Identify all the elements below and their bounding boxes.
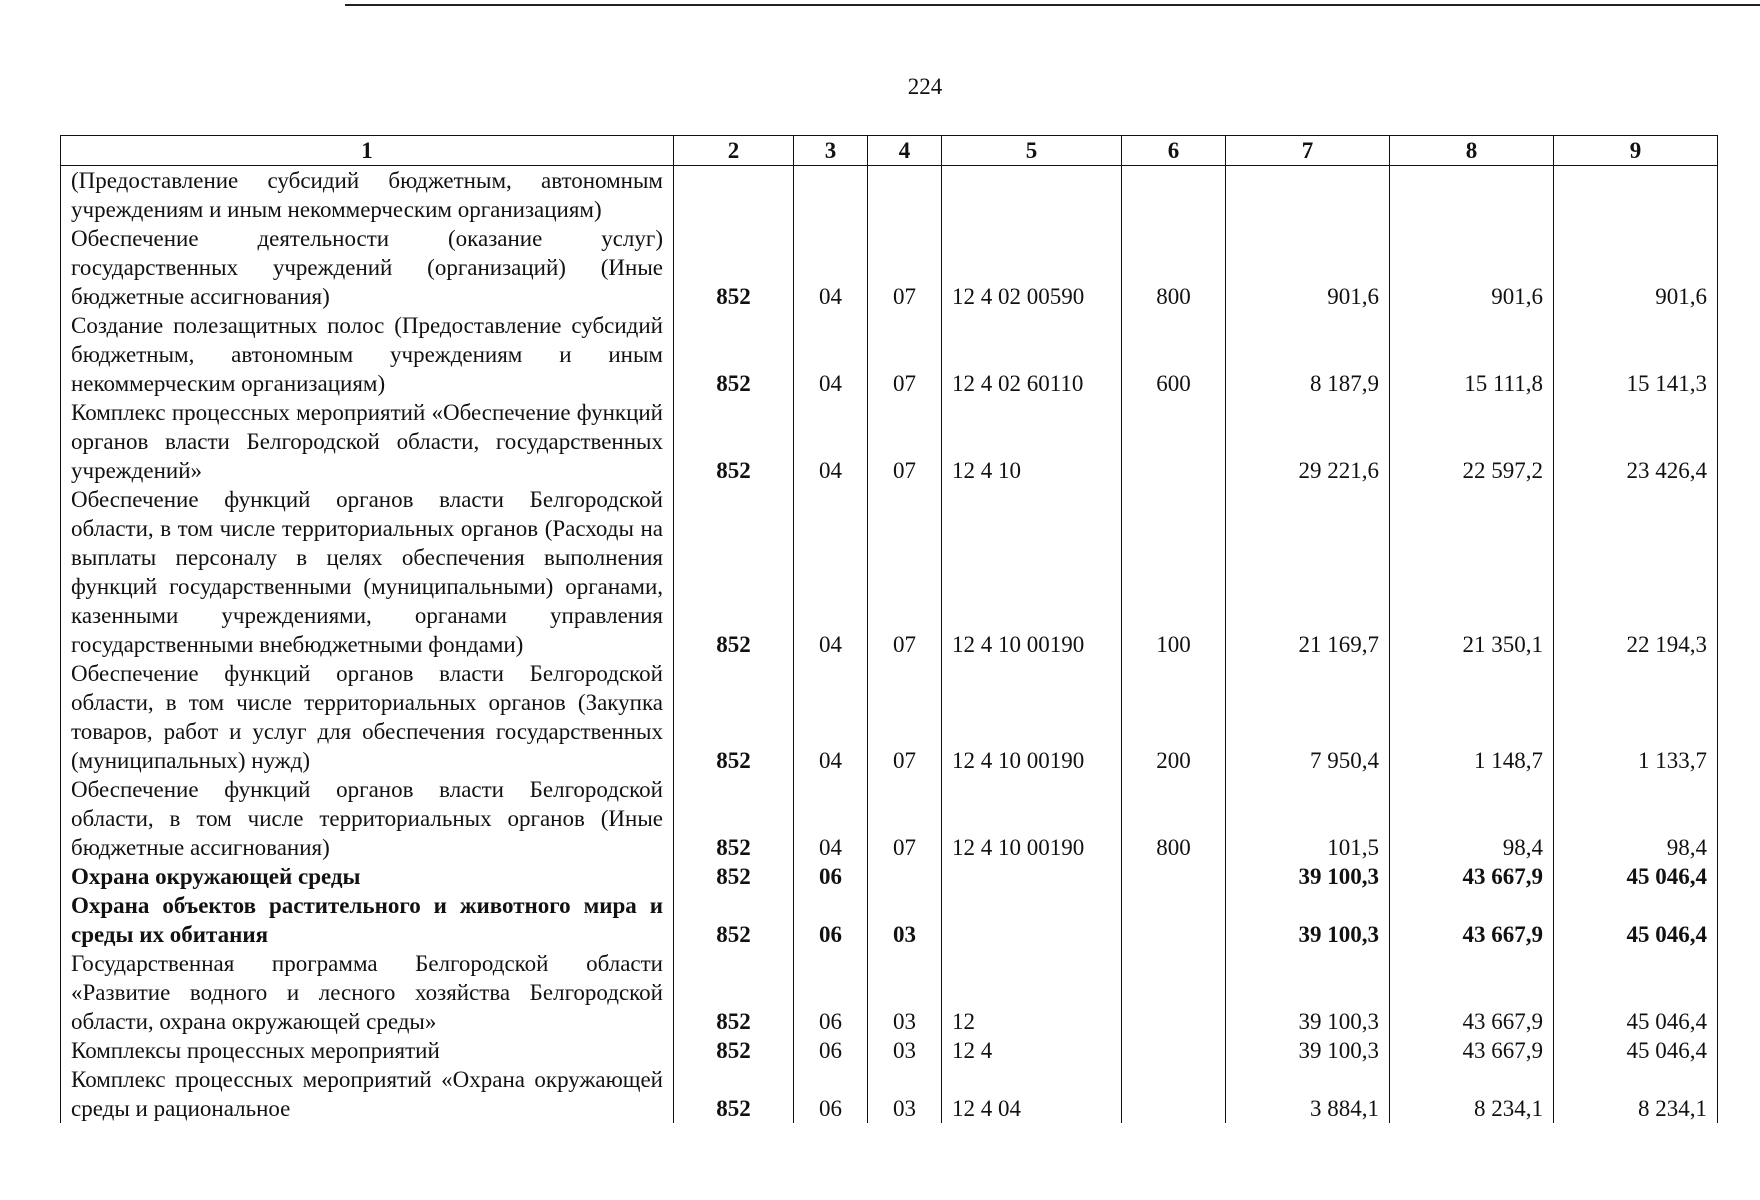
section-code: 04 — [794, 659, 868, 775]
target-article: 12 4 02 60110 — [942, 311, 1122, 398]
expense-type: 800 — [1122, 775, 1226, 862]
table-row — [61, 775, 1718, 862]
section-code: 06 — [794, 949, 868, 1036]
grbs-code: 852 — [674, 398, 794, 485]
target-article: 12 — [942, 949, 1122, 1036]
amount-year-1: 39 100,3 — [1226, 949, 1390, 1036]
amount-year-3: 22 194,3 — [1554, 485, 1718, 659]
table-header — [61, 136, 1718, 166]
target-article: 12 4 10 00190 — [942, 485, 1122, 659]
item-name: Обеспечение функций органов власти Белгородской области, в том числе территориальных органов (Иные бюджетные ассигнования) — [61, 775, 674, 862]
target-article — [942, 862, 1122, 891]
item-name: Охрана окружающей среды — [61, 862, 674, 891]
target-article: 12 4 10 00190 — [942, 775, 1122, 862]
table-row — [61, 1065, 1718, 1123]
subsection-code: 03 — [868, 891, 942, 949]
header-col-9: 9 — [1554, 136, 1718, 166]
header-col-3: 3 — [794, 136, 868, 166]
subsection-code: 07 — [868, 398, 942, 485]
header-col-4: 4 — [868, 136, 942, 166]
grbs-code: 852 — [674, 1036, 794, 1065]
section-code — [794, 166, 868, 225]
section-code: 04 — [794, 485, 868, 659]
amount-year-3: 45 046,4 — [1554, 1036, 1718, 1065]
subsection-code: 07 — [868, 485, 942, 659]
expense-type — [1122, 891, 1226, 949]
amount-year-2: 43 667,9 — [1390, 949, 1554, 1036]
grbs-code: 852 — [674, 1065, 794, 1123]
item-name: Обеспечение деятельности (оказание услуг) государственных учреждений (организаций) (Иные бюджетные ассигнования) — [61, 224, 674, 311]
grbs-code: 852 — [674, 659, 794, 775]
expense-type: 600 — [1122, 311, 1226, 398]
item-name: Обеспечение функций органов власти Белгородской области, в том числе территориальных органов (Закупка товаров, работ и услуг для обеспечения государственных (муниципальных) нужд) — [61, 659, 674, 775]
header-col-8: 8 — [1390, 136, 1554, 166]
target-article: 12 4 10 00190 — [942, 659, 1122, 775]
amount-year-3: 98,4 — [1554, 775, 1718, 862]
amount-year-2 — [1390, 166, 1554, 225]
budget-table — [60, 135, 1718, 1123]
amount-year-3: 45 046,4 — [1554, 949, 1718, 1036]
amount-year-3: 23 426,4 — [1554, 398, 1718, 485]
table-row — [61, 485, 1718, 659]
amount-year-3 — [1554, 166, 1718, 225]
section-code: 06 — [794, 1065, 868, 1123]
header-col-7: 7 — [1226, 136, 1390, 166]
subsection-code: 07 — [868, 224, 942, 311]
section-code: 04 — [794, 311, 868, 398]
item-name: Комплекс процессных мероприятий «Охрана окружающей среды и рациональное — [61, 1065, 674, 1123]
header-col-5: 5 — [942, 136, 1122, 166]
target-article: 12 4 — [942, 1036, 1122, 1065]
amount-year-2: 43 667,9 — [1390, 1036, 1554, 1065]
amount-year-2: 21 350,1 — [1390, 485, 1554, 659]
expense-type: 800 — [1122, 224, 1226, 311]
grbs-code: 852 — [674, 775, 794, 862]
amount-year-2: 8 234,1 — [1390, 1065, 1554, 1123]
amount-year-2: 98,4 — [1390, 775, 1554, 862]
item-name: (Предоставление субсидий бюджетным, автономным учреждениям и иным некоммерческим организациям) — [61, 166, 674, 225]
target-article: 12 4 02 00590 — [942, 224, 1122, 311]
target-article: 12 4 10 — [942, 398, 1122, 485]
section-code: 06 — [794, 862, 868, 891]
page-number: 224 — [907, 74, 943, 99]
amount-year-2: 43 667,9 — [1390, 891, 1554, 949]
expense-type: 100 — [1122, 485, 1226, 659]
table-row — [61, 166, 1718, 225]
table-row — [61, 311, 1718, 398]
target-article: 12 4 04 — [942, 1065, 1122, 1123]
amount-year-2: 15 111,8 — [1390, 311, 1554, 398]
amount-year-3: 901,6 — [1554, 224, 1718, 311]
subsection-code: 03 — [868, 949, 942, 1036]
expense-type: 200 — [1122, 659, 1226, 775]
expense-type — [1122, 398, 1226, 485]
grbs-code: 852 — [674, 862, 794, 891]
amount-year-3: 15 141,3 — [1554, 311, 1718, 398]
header-col-6: 6 — [1122, 136, 1226, 166]
section-code: 06 — [794, 891, 868, 949]
table-row — [61, 862, 1718, 891]
amount-year-1: 39 100,3 — [1226, 891, 1390, 949]
amount-year-3: 45 046,4 — [1554, 862, 1718, 891]
table-row — [61, 398, 1718, 485]
amount-year-1: 21 169,7 — [1226, 485, 1390, 659]
subsection-code: 03 — [868, 1036, 942, 1065]
subsection-code: 07 — [868, 775, 942, 862]
section-code: 04 — [794, 224, 868, 311]
table-body — [61, 166, 1718, 1124]
header-col-2: 2 — [674, 136, 794, 166]
section-code: 06 — [794, 1036, 868, 1065]
section-code: 04 — [794, 398, 868, 485]
top-rule — [345, 4, 1760, 6]
grbs-code: 852 — [674, 311, 794, 398]
subsection-code: 07 — [868, 311, 942, 398]
grbs-code — [674, 166, 794, 225]
amount-year-1: 901,6 — [1226, 224, 1390, 311]
target-article — [942, 891, 1122, 949]
amount-year-2: 901,6 — [1390, 224, 1554, 311]
amount-year-1: 101,5 — [1226, 775, 1390, 862]
expense-type — [1122, 949, 1226, 1036]
amount-year-2: 43 667,9 — [1390, 862, 1554, 891]
target-article — [942, 166, 1122, 225]
item-name: Охрана объектов растительного и животного мира и среды их обитания — [61, 891, 674, 949]
subsection-code — [868, 862, 942, 891]
header-row — [61, 136, 1718, 166]
amount-year-3: 8 234,1 — [1554, 1065, 1718, 1123]
amount-year-1: 7 950,4 — [1226, 659, 1390, 775]
table-row — [61, 891, 1718, 949]
amount-year-2: 22 597,2 — [1390, 398, 1554, 485]
item-name: Обеспечение функций органов власти Белгородской области, в том числе территориальных органов (Расходы на выплаты персоналу в целях обеспечения выполнения функций государственными (муниципальными) органами, казенными учреждениями, органами управления государственными внебюджетными фондами) — [61, 485, 674, 659]
amount-year-1: 39 100,3 — [1226, 862, 1390, 891]
amount-year-1: 29 221,6 — [1226, 398, 1390, 485]
expense-type — [1122, 1036, 1226, 1065]
grbs-code: 852 — [674, 891, 794, 949]
subsection-code: 07 — [868, 659, 942, 775]
item-name: Создание полезащитных полос (Предоставление субсидий бюджетным, автономным учреждениям и иным некоммерческим организациям) — [61, 311, 674, 398]
table-row — [61, 949, 1718, 1036]
amount-year-3: 1 133,7 — [1554, 659, 1718, 775]
grbs-code: 852 — [674, 485, 794, 659]
header-col-1: 1 — [61, 136, 674, 166]
table-row — [61, 224, 1718, 311]
table-row — [61, 1036, 1718, 1065]
amount-year-1: 3 884,1 — [1226, 1065, 1390, 1123]
subsection-code: 03 — [868, 1065, 942, 1123]
amount-year-1 — [1226, 166, 1390, 225]
table-row — [61, 659, 1718, 775]
subsection-code — [868, 166, 942, 225]
expense-type — [1122, 862, 1226, 891]
amount-year-1: 8 187,9 — [1226, 311, 1390, 398]
expense-type — [1122, 1065, 1226, 1123]
item-name: Комплекс процессных мероприятий «Обеспечение функций органов власти Белгородской области, государственных учреждений» — [61, 398, 674, 485]
amount-year-2: 1 148,7 — [1390, 659, 1554, 775]
amount-year-3: 45 046,4 — [1554, 891, 1718, 949]
item-name: Государственная программа Белгородской области «Развитие водного и лесного хозяйства Белгородской области, охрана окружающей среды» — [61, 949, 674, 1036]
amount-year-1: 39 100,3 — [1226, 1036, 1390, 1065]
grbs-code: 852 — [674, 949, 794, 1036]
grbs-code: 852 — [674, 224, 794, 311]
section-code: 04 — [794, 775, 868, 862]
item-name: Комплексы процессных мероприятий — [61, 1036, 674, 1065]
expense-type — [1122, 166, 1226, 225]
